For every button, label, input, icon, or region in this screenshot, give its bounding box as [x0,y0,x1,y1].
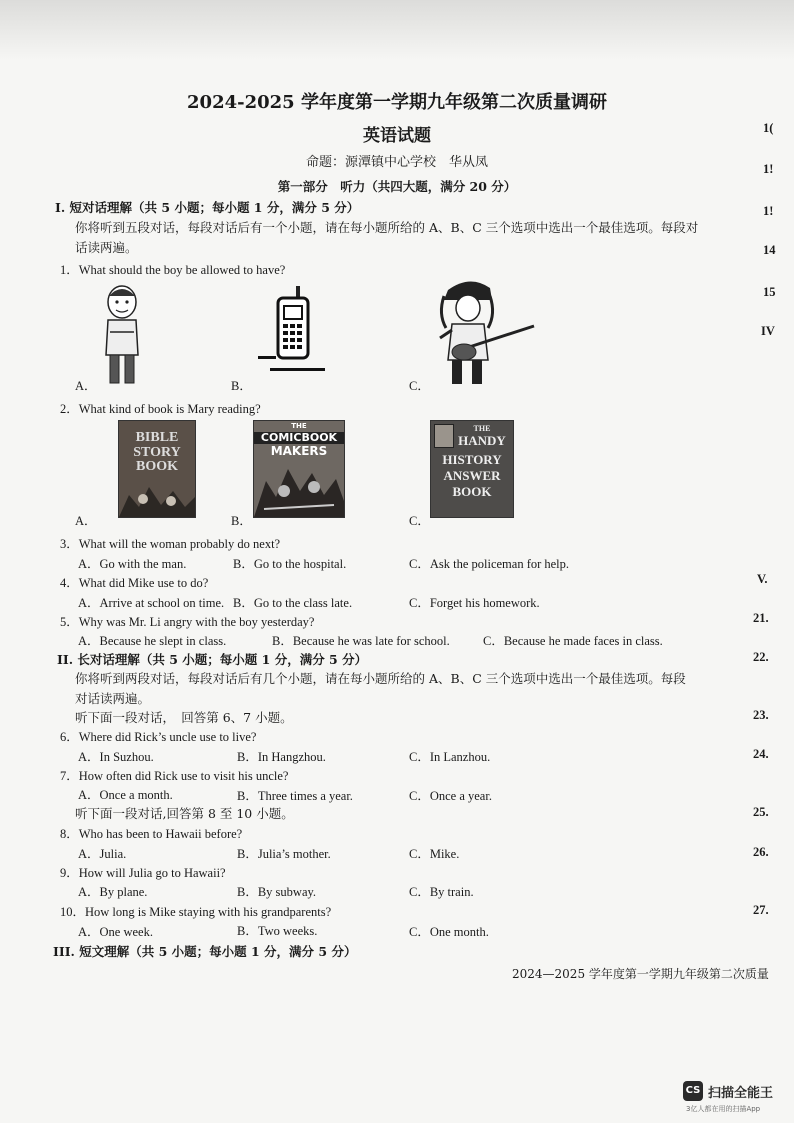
q6-option-c[interactable]: C．In Lanzhou. [409,750,491,764]
q5-option-c[interactable]: C．Because he made faces in class. [483,634,663,648]
book-b-title-2: COMICBOOK [254,432,344,444]
q3-option-b[interactable]: B．Go to the hospital. [233,557,347,571]
q2-option-b-label[interactable]: B． [231,514,252,528]
q8-option-a[interactable]: A．Julia. [78,847,127,861]
q1-option-c-label[interactable]: C． [409,379,430,393]
scanner-app-name: 扫描全能王 [708,1086,774,1101]
q1-option-b-label[interactable]: B． [231,379,252,393]
section1-heading: I. 短对话理解（共 5 小题；每小题 1 分，满分 5 分） [55,200,360,215]
q3-option-c[interactable]: C．Ask the policeman for help. [409,557,570,571]
margin-fragment-3: 1! [763,204,774,218]
question-7: 7．How often did Rick use to visit his uncle? [60,769,289,783]
section1-instr2: 话读两遍。 [75,240,138,255]
margin-fragment-2: 1! [763,162,774,176]
q5-option-b[interactable]: B．Because he was late for school. [272,634,450,648]
margin-fragment-9: 22. [753,650,769,664]
q4-option-a[interactable]: A．Arrive at school on time. [78,596,225,610]
margin-fragment-13: 26. [753,845,769,859]
question-1: 1．What should the boy be allowed to have? [60,263,286,277]
question-4: 4．What did Mike use to do? [60,576,209,590]
q6-option-a[interactable]: A．In Suzhou. [78,750,154,764]
book-b-title-3: MAKERS [270,444,328,458]
question-3: 3．What will the woman probably do next? [60,537,281,551]
q7-option-c[interactable]: C．Once a year. [409,789,492,803]
book-a-title: BIBLE STORY BOOK [133,430,181,475]
section2-instr1: 你将听到两段对话，每段对话后有几个小题，请在每小题所给的 A、B、C 三个选项中选出一个最佳选项。每段 [75,671,686,686]
section1-instr1: 你将听到五段对话，每段对话后有一个小题，请在每小题所给的 A、B、C 三个选项中选出一个最佳选项。每段对 [75,220,699,235]
question-10: 10．How long is Mike staying with his grandparents? [60,905,332,919]
q10-option-c[interactable]: C．One month. [409,925,489,939]
book-c-title-5: BOOK [452,484,492,499]
book-b-title-1: THE [291,422,307,430]
q2-option-c-label[interactable]: C． [409,514,430,528]
section2-listen2: 听下面一段对话,回答第 8 至 10 小题。 [75,806,294,821]
scanner-tagline: 3亿人都在用的扫描App [686,1105,761,1113]
margin-fragment-5: 15 [763,285,776,299]
question-2: 2．What kind of book is Mary reading? [60,402,261,416]
margin-fragment-10: 23. [753,708,769,722]
section3-heading: III. 短文理解（共 5 小题；每小题 1 分，满分 5 分） [53,944,357,959]
q2-option-a-label[interactable]: A． [75,514,97,528]
q8-option-b[interactable]: B．Julia’s mother. [237,847,331,861]
margin-fragment-4: 14 [763,243,776,257]
q10-option-b[interactable]: B．Two weeks. [237,924,318,938]
q7-option-a[interactable]: A．Once a month. [78,788,173,802]
margin-fragment-1: 1( [763,121,774,135]
boy-illustration [100,280,145,388]
part-one-heading: 第一部分 听力（共四大题，满分 20 分） [277,179,517,194]
book-c-title-2: HANDY [458,433,506,448]
mobile-phone-icon [258,286,330,376]
question-8: 8．Who has been to Hawaii before? [60,827,243,841]
exam-authors: 命题：源潭镇中心学校 华从凤 [305,155,488,170]
q9-option-c[interactable]: C．By train. [409,885,474,899]
margin-fragment-12: 25. [753,805,769,819]
q5-option-a[interactable]: A．Because he slept in class. [78,634,227,648]
q8-option-c[interactable]: C．Mike. [409,847,460,861]
exam-title: 2024-2025 学年度第一学期九年级第二次质量调研 [187,92,607,113]
book-c-title-3: HISTORY [442,452,502,467]
q4-option-c[interactable]: C．Forget his homework. [409,596,540,610]
q9-option-b[interactable]: B．By subway. [237,885,317,899]
question-6: 6．Where did Rick’s uncle use to live? [60,730,257,744]
margin-fragment-7: V. [757,572,768,586]
q3-option-a[interactable]: A．Go with the man. [78,557,187,571]
page-footer: 2024—2025 学年度第一学期九年级第二次质量 [512,967,769,981]
book-c-title-1: THE [473,424,491,433]
book-c-title-4: ANSWER [443,468,501,483]
q7-option-b[interactable]: B．Three times a year. [237,789,353,803]
exam-subtitle: 英语试题 [363,126,431,146]
q4-option-b[interactable]: B．Go to the class late. [233,596,353,610]
q10-option-a[interactable]: A．One week. [78,925,153,939]
question-5: 5．Why was Mr. Li angry with the boy yesterday? [60,615,315,629]
section2-instr2: 对话读两遍。 [75,691,151,706]
margin-fragment-11: 24. [753,747,769,761]
scan-shadow [0,0,794,60]
guitarist-illustration [430,278,538,388]
q6-option-b[interactable]: B．In Hangzhou. [237,750,326,764]
question-9: 9．How will Julia go to Hawaii? [60,866,226,880]
camscanner-logo-icon: CS [683,1081,703,1101]
bible-story-book-cover [118,420,196,518]
handy-history-answer-book-cover [430,420,514,518]
comicbook-makers-cover [253,420,345,518]
margin-fragment-14: 27. [753,903,769,917]
margin-fragment-6: IV [761,324,775,338]
q9-option-a[interactable]: A．By plane. [78,885,148,899]
q1-option-a-label[interactable]: A． [75,379,97,393]
margin-fragment-8: 21. [753,611,769,625]
section2-listen1: 听下面一段对话， 回答第 6、7 小题。 [75,710,293,725]
section2-heading: II. 长对话理解（共 5 小题；每小题 1 分，满分 5 分） [57,652,368,667]
